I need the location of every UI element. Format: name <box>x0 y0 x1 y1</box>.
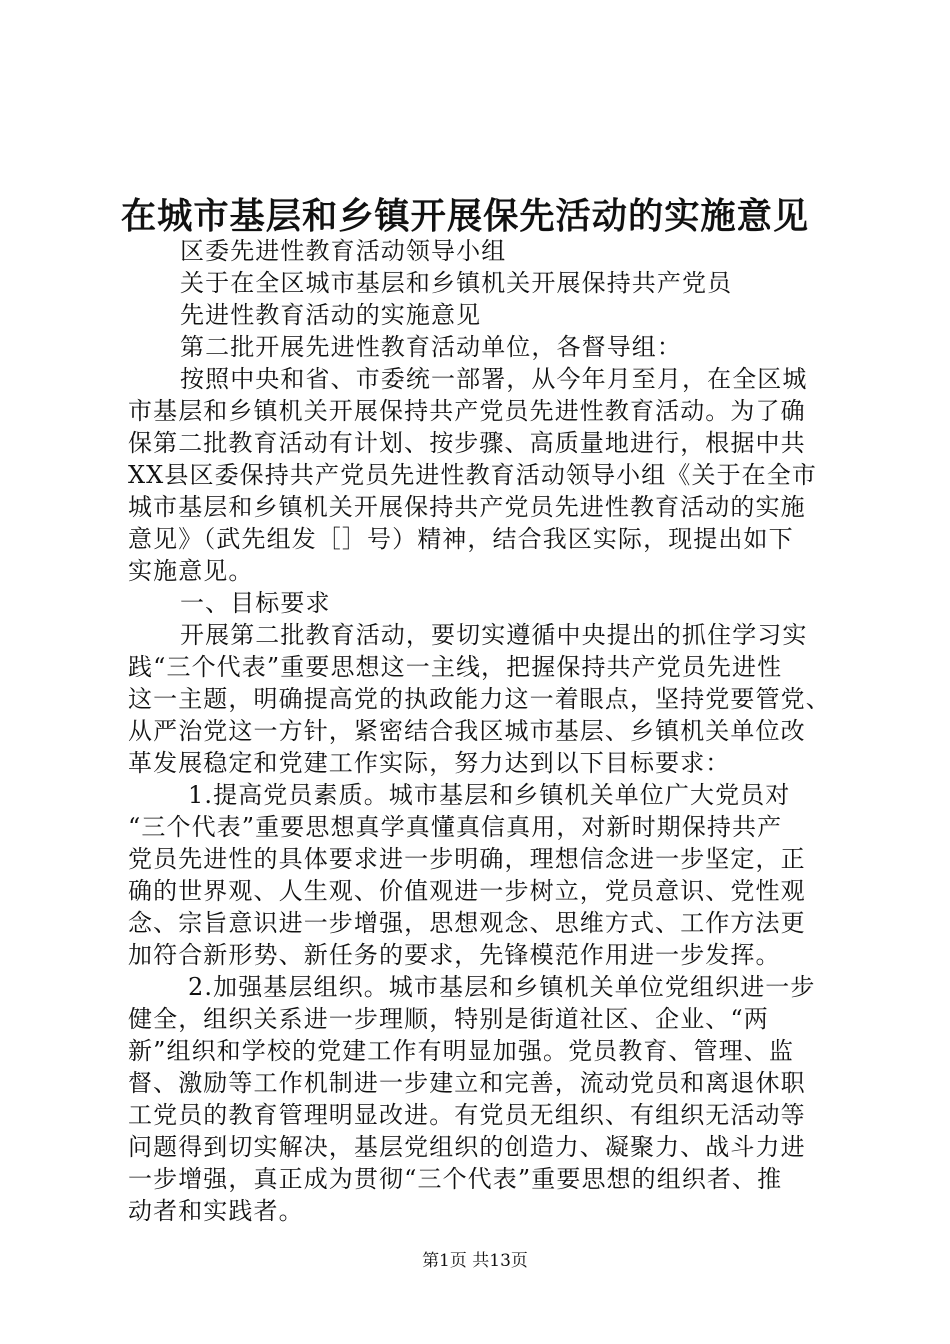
body-line: 保第二批教育活动有计划、按步骤、高质量地进行，根据中共 <box>128 429 806 457</box>
body-line: 2.加强基层组织。城市基层和乡镇机关单位党组织进一步 <box>188 973 816 1001</box>
body-line: 新”组织和学校的党建工作有明显加强。党员教育、管理、监 <box>128 1037 794 1065</box>
body-line: 确的世界观、人生观、价值观进一步树立，党员意识、党性观 <box>128 877 806 905</box>
body-line: 区委先进性教育活动领导小组 <box>180 237 507 265</box>
body-line: 城市基层和乡镇机关开展保持共产党员先进性教育活动的实施 <box>128 493 806 521</box>
body-line: 践“三个代表”重要思想这一主线，把握保持共产党员先进性 <box>128 653 783 681</box>
body-line: 第二批开展先进性教育活动单位，各督导组： <box>180 333 682 361</box>
body-line: XX县区委保持共产党员先进性教育活动领导小组《关于在全市 <box>128 461 817 489</box>
body-line: 意见》（武先组发［］号）精神，结合我区实际，现提出如下 <box>128 525 794 553</box>
body-line: 按照中央和省、市委统一部署，从今年月至月，在全区城 <box>180 365 808 393</box>
body-line: 实施意见。 <box>128 557 254 585</box>
body-line: 开展第二批教育活动，要切实遵循中央提出的抓住学习实 <box>180 621 808 649</box>
page-number: 第1页 共13页 <box>422 1251 528 1271</box>
body-line: 先进性教育活动的实施意见 <box>180 301 482 329</box>
body-line: 1.提高党员素质。城市基层和乡镇机关单位广大党员对 <box>188 781 791 809</box>
body-line: 党员先进性的具体要求进一步明确，理想信念进一步坚定，正 <box>128 845 806 873</box>
body-line: 督、激励等工作机制进一步建立和完善，流动党员和离退休职 <box>128 1069 806 1097</box>
body-line: 革发展稳定和党建工作实际，努力达到以下目标要求： <box>128 749 731 777</box>
body-line: 念、宗旨意识进一步增强，思想观念、思维方式、工作方法更 <box>128 909 806 937</box>
body-line: 健全，组织关系进一步理顺，特别是街道社区、企业、“两 <box>128 1005 769 1033</box>
body-line: 工党员的教育管理明显改进。有党员无组织、有组织无活动等 <box>128 1101 806 1129</box>
body-line: 加符合新形势、新任务的要求，先锋模范作用进一步发挥。 <box>128 941 781 969</box>
body-line: 从严治党这一方针，紧密结合我区城市基层、乡镇机关单位改 <box>128 717 806 745</box>
body-line: 关于在全区城市基层和乡镇机关开展保持共产党员 <box>180 269 733 297</box>
body-line: “三个代表”重要思想真学真懂真信真用，对新时期保持共产 <box>128 813 783 841</box>
body-line: 动者和实践者。 <box>128 1197 304 1225</box>
document-title: 在城市基层和乡镇开展保先活动的实施意见 <box>120 195 810 237</box>
body-line: 这一主题，明确提高党的执政能力这一着眼点，坚持党要管党、 <box>128 685 831 713</box>
body-line: 问题得到切实解决，基层党组织的创造力、凝聚力、战斗力进 <box>128 1133 806 1161</box>
body-line: 一步增强，真正成为贯彻“三个代表”重要思想的组织者、推 <box>128 1165 783 1193</box>
body-line: 市基层和乡镇机关开展保持共产党员先进性教育活动。为了确 <box>128 397 806 425</box>
section-heading: 一、目标要求 <box>180 589 331 617</box>
